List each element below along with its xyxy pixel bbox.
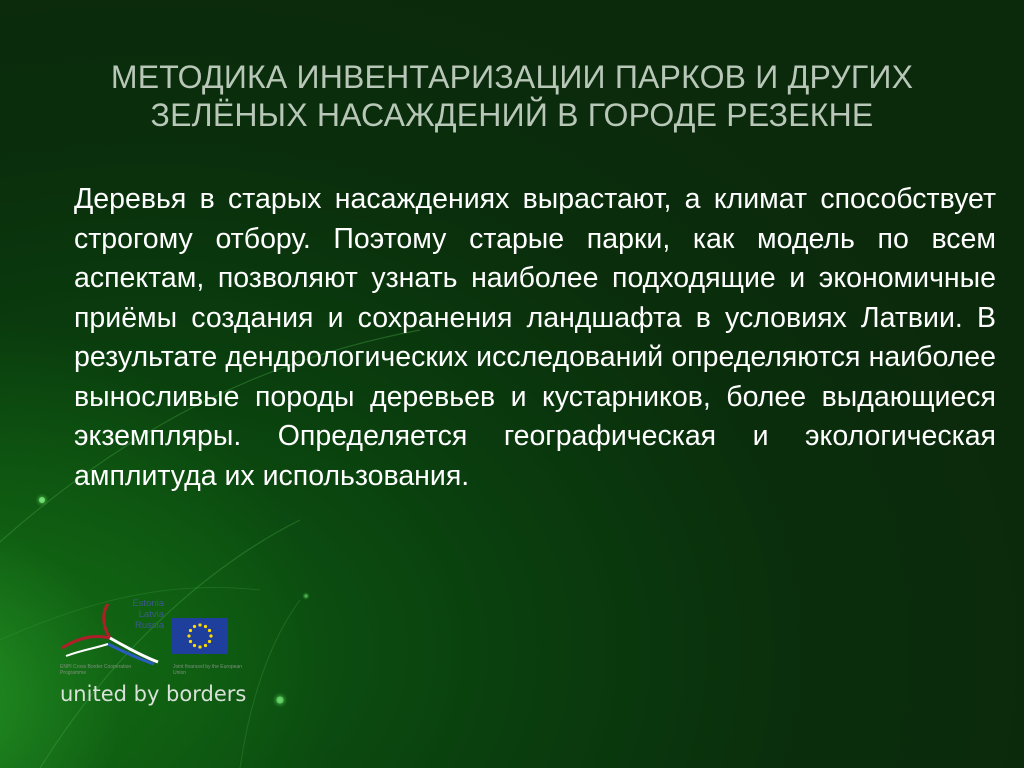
slide-body-text: Деревья в старых насаждениях вырастают, а климат способствует строгому отбору. Поэтому старые парки, как модель по всем аспектам, позволяют узнать наиболее подходящие и экономичные приёмы создания и сохранения ландшафта в условиях Латвии. В результате дендрологических исследований определяются наиболее выносливые породы деревьев и кустарников, более выдающиеся экземпляры. Определяется географическая и экологическая амплитуда их использования. xyxy=(74,183,996,492)
country-label: Estonia xyxy=(132,598,164,609)
programme-caption: ENPI Cross Border Cooperation Programme xyxy=(60,664,132,676)
eu-stars-icon xyxy=(172,618,228,654)
eu-caption: Joint financed by the European Union xyxy=(173,664,242,676)
programme-logo xyxy=(56,598,246,713)
tagline: united by borders xyxy=(60,682,247,706)
countries-list xyxy=(122,598,164,631)
eu-flag-icon xyxy=(172,618,228,654)
country-label: Latvia xyxy=(138,609,164,620)
slide-title: МЕТОДИКА ИНВЕНТАРИЗАЦИИ ПАРКОВ И ДРУГИХ ЗЕЛЁНЫХ НАСАЖДЕНИЙ В ГОРОДЕ РЕЗЕКНЕ xyxy=(110,59,914,133)
country-label: Russia xyxy=(134,620,164,631)
